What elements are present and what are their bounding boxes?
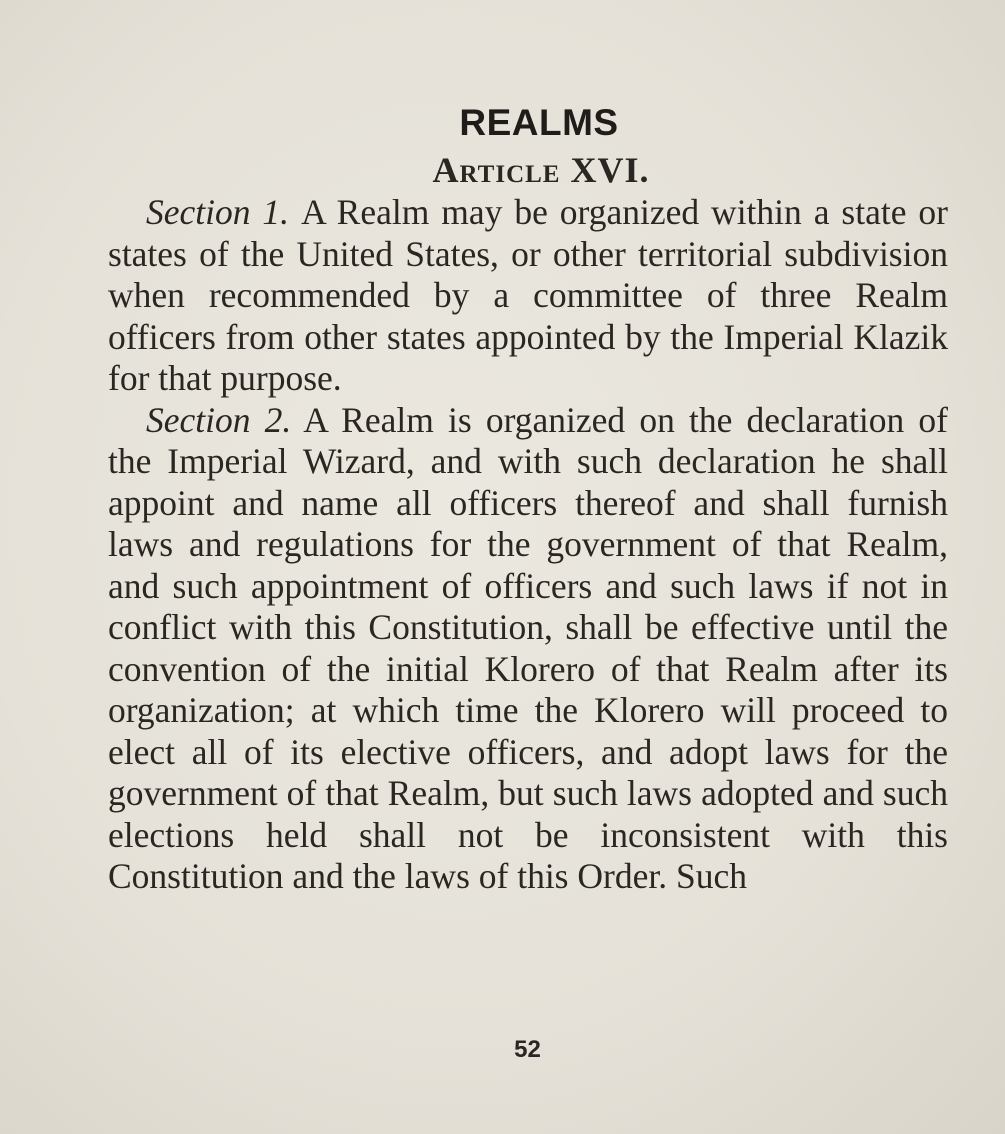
- page-number: 52: [514, 1036, 541, 1063]
- section-text: A Realm may be organized within a state or states of the United States, or other territorial subdivision when recommended by a committee of three Realm officers from other states appointed by the Imperial Klazik for that purpose.: [108, 192, 948, 398]
- page-content: [108, 98, 948, 898]
- section-label: Section 1.: [146, 192, 290, 232]
- section-label: Section 2.: [146, 399, 292, 440]
- section-text: A Realm is organized on the declaration of the Imperial Wizard, and with such declaration he shall appoint and name all officers thereof and shall furnish laws and regulations for the government of that Realm, and such appointment of officers and such laws if not in conflict with this Constitution, shall be effective until the convention of the initial Klorero of that Realm after its organization; at which time the Klorero will proceed to elect all of its elective officers, and adopt laws for the government of that Realm, but such laws adopted and such elections held shall not be inconsistent with this Constitution and the laws of this Order. Such: [108, 399, 948, 896]
- chapter-heading: REALMS: [459, 102, 619, 143]
- article-title: Article XVI.: [432, 150, 650, 190]
- section-paragraph: [108, 400, 948, 898]
- section-paragraph: [108, 192, 948, 400]
